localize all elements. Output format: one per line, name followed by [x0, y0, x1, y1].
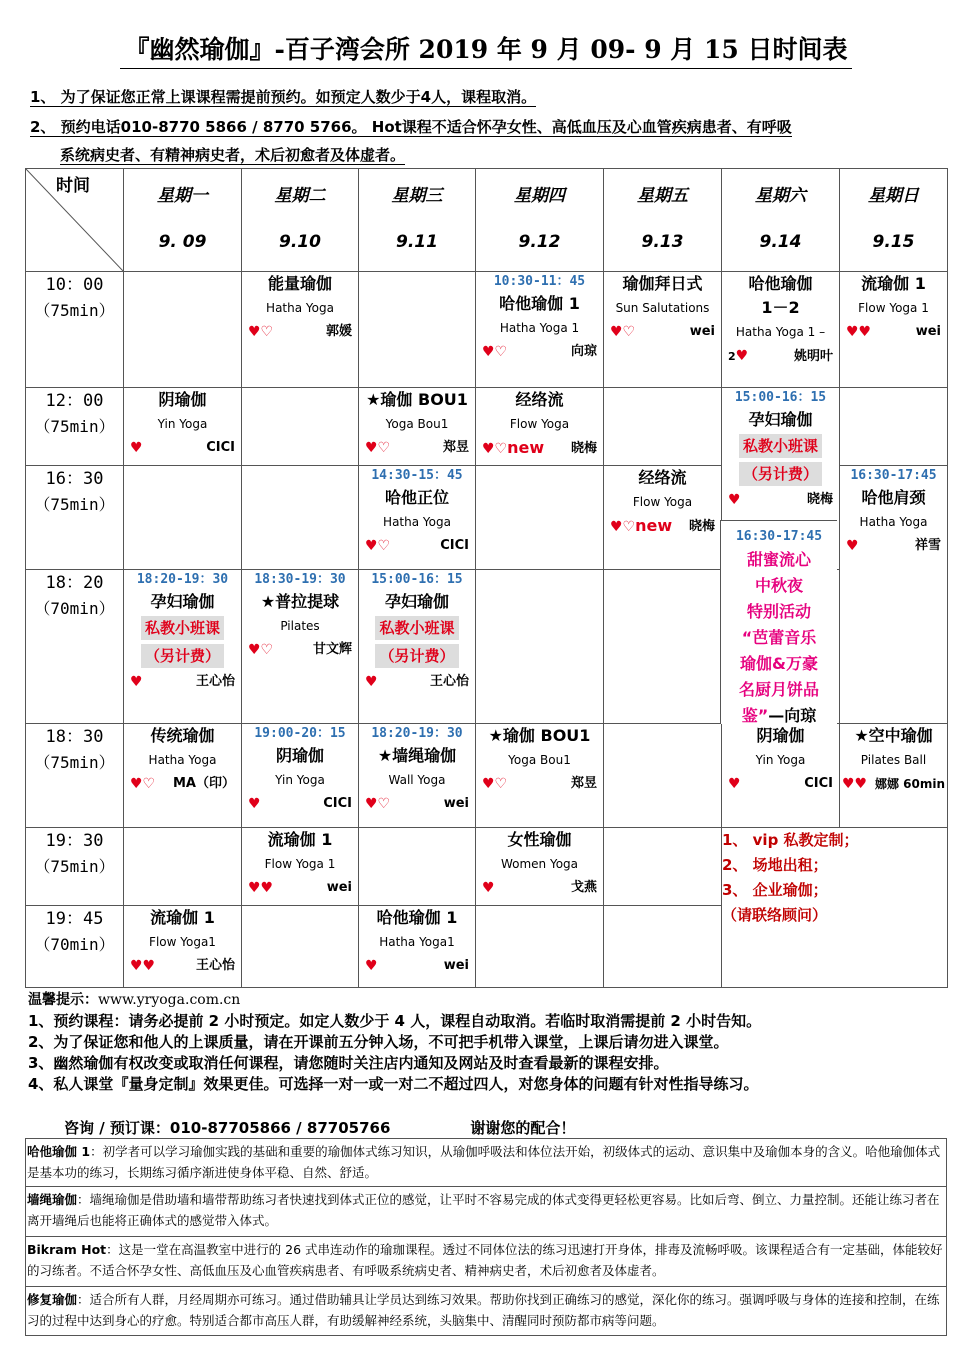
heart-icon: ♥ [248, 796, 261, 812]
empty-cell [476, 466, 604, 570]
empty-cell [359, 828, 476, 906]
new-badge: new [507, 438, 545, 457]
heart-icon: ♥♡ [248, 642, 274, 658]
heart-icon: ♥ [365, 674, 378, 690]
heart-icon: ♥ [130, 674, 143, 690]
class-cell[interactable]: 阴瑜伽 Yin Yoga ♥ CICI [722, 724, 840, 828]
empty-cell [604, 724, 722, 828]
class-cell[interactable]: 流瑜伽 1 Flow Yoga 1 ♥♥ wei [242, 828, 359, 906]
class-cell[interactable]: 18:20-19：30 ★墙绳瑜伽 Wall Yoga ♥♡ wei [359, 724, 476, 828]
heart-icon: ♥♥ [842, 776, 868, 792]
extra-fee-badge: （另计费） [739, 462, 822, 486]
class-cell[interactable]: 哈他瑜伽 1 Hatha Yoga1 ♥ wei [359, 906, 476, 988]
class-cell[interactable]: 阴瑜伽 Yin Yoga ♥ CICI [124, 388, 242, 466]
class-cell[interactable]: 流瑜伽 1 Flow Yoga1 ♥♥ 王心怡 [124, 906, 242, 988]
contact-line: 咨询 / 预订课：010-87705866 / 87705766 谢谢您的配合！ [64, 1119, 576, 1137]
private-class-badge: 私教小班课 [141, 616, 224, 640]
day-header-tue: 星期二 9.10 [242, 169, 359, 272]
class-cell[interactable]: ★空中瑜伽 Pilates Ball ♥♥ 娜娜 60min [840, 724, 948, 828]
empty-cell [476, 906, 604, 988]
empty-cell [604, 570, 722, 724]
extra-fee-badge: （另计费） [375, 644, 458, 668]
empty-cell [604, 828, 722, 906]
notice-1: 1、 为了保证您正常上课课程需提前预约。如预定人数少于4人，课程取消。 [30, 88, 537, 106]
class-cell[interactable]: ★瑜伽 BOU1 Yoga Bou1 ♥♡ 郑昱 [359, 388, 476, 466]
class-cell[interactable]: 14:30-15：45 哈他正位 Hatha Yoga ♥♡ CICI [359, 466, 476, 570]
class-cell[interactable]: 流瑜伽 1 Flow Yoga 1 ♥♥ wei [840, 272, 948, 388]
class-cell[interactable]: 18:30-19：30 ★普拉提球 Pilates ♥♡ 甘文辉 [242, 570, 359, 724]
class-cell[interactable]: 18:20-19：30 孕妇瑜伽 私教小班课 （另计费） ♥ 王心怡 [124, 570, 242, 724]
time-label-1930: 19：30 （75min） [26, 828, 124, 906]
heart-icon: ♥ [846, 538, 859, 554]
empty-cell [124, 828, 242, 906]
notice-2: 2、 预约电话010-8770 5866 / 8770 5766。 Hot课程不适合怀孕女性、高低血压及心血管疾病患者、有呼吸 [30, 118, 792, 136]
time-label-1820: 18：20 （70min） [26, 570, 124, 724]
empty-cell [242, 466, 359, 570]
class-cell[interactable]: 哈他瑜伽 1－2 Hatha Yoga 1 – 2♥ 姚明叶 [722, 272, 840, 388]
time-label-1830: 18：30 （75min） [26, 724, 124, 828]
day-header-sat: 星期六 9.14 [722, 169, 840, 272]
class-cell[interactable]: 15:00-16：15 孕妇瑜伽 私教小班课 （另计费） ♥ 王心怡 [359, 570, 476, 724]
services-list: 1、 vip 私教定制； 2、 场地出租； 3、 企业瑜伽； （请联络顾问） [722, 828, 948, 988]
heart-icon: ♥ [482, 880, 495, 896]
empty-cell [604, 906, 722, 988]
empty-cell [840, 388, 948, 466]
day-header-wed: 星期三 9.11 [359, 169, 476, 272]
website-link[interactable]: www.yryoga.com.cn [98, 992, 241, 1008]
heart-icon: ♥ [365, 958, 378, 974]
heart-icon: ♥ [728, 776, 741, 792]
time-label-1000: 10：00 （75min） [26, 272, 124, 388]
heart-icon: ♥♥ [248, 880, 274, 896]
extra-fee-badge: （另计费） [141, 644, 224, 668]
heart-icon: ♥♡ [610, 519, 636, 535]
tips-section: 温馨提示：www.yryoga.com.cn 1、预约课程：请务必提前 2 小时预定。如定人数少于 4 人，课程自动取消。若临时取消需提前 2 小时告知。 2、为了保证您和他人的上课质量，请在开课前五分钟入场，不可把手机带入课堂，上课后请勿进入课堂。 3、幽然瑜伽有权改变或取消任何课程，请您随时关注店内通知及网站及时查看最新的课程安排。 4、私人课堂『量身定制』效果更佳。可选择一对一或一对二不超过四人，对您身体的问题有针对性指导练习。 [28, 992, 762, 1093]
class-cell[interactable]: 经络流 Flow Yoga ♥♡new 晓梅 [604, 466, 722, 570]
heart-icon: ♥♡ [610, 324, 636, 340]
heart-icon: ♥♥ [130, 958, 156, 974]
heart-icon: ♥♡ [482, 776, 508, 792]
desc-bikram-hot: Bikram Hot：这是一堂在高温教室中进行的 26 式串连动作的瑜珈课程。透过不同体位法的练习迅速打开身体，排毒及流畅呼吸。该课程适合有一定基础，体能较好的习练者。不适合怀孕女性、高低血压及心血管疾病患者、有呼吸系统病史者、精神病史者，术后初愈者及体虚者。 [25, 1236, 947, 1281]
desc-restorative: 修复瑜伽：适合所有人群，月经周期亦可练习。通过借助辅具让学员达到练习效果。帮助你找到正确练习的感觉，深化你的练习。强调呼吸与身体的连接和控制，在练习的过程中达到身心的疗愈。特别适合都市高压人群，有助缓解神经系统，头脑集中、清醒同时预防都市病等问题。 [25, 1286, 947, 1331]
day-header-thu: 星期四 9.12 [476, 169, 604, 272]
time-header: 时间 [56, 176, 90, 196]
empty-cell [359, 272, 476, 388]
empty-cell [124, 466, 242, 570]
class-cell[interactable]: 10:30-11：45 哈他瑜伽 1 Hatha Yoga 1 ♥♡ 向琼 [476, 272, 604, 388]
corner-cell [26, 169, 124, 272]
day-header-fri: 星期五 9.13 [604, 169, 722, 272]
desc-hatha: 哈他瑜伽 1：初学者可以学习瑜伽实践的基础和重要的瑜伽体式练习知识，从瑜伽呼吸法和体位法开始，初级体式的运动、意识集中及瑜伽本身的含义。哈他瑜伽体式是基本功的练习，长期练习循序渐进使身体平稳、自然、舒适。 [25, 1138, 947, 1183]
class-cell[interactable]: 女性瑜伽 Women Yoga ♥ 戈燕 [476, 828, 604, 906]
empty-cell [242, 388, 359, 466]
class-cell[interactable]: 19:00-20：15 阴瑜伽 Yin Yoga ♥ CICI [242, 724, 359, 828]
new-badge: new [635, 516, 673, 535]
class-cell[interactable]: 传统瑜伽 Hatha Yoga ♥♡ MA（印） [124, 724, 242, 828]
heart-icon: ♥ [130, 440, 143, 456]
heart-icon: ♥♡ [482, 344, 508, 360]
desc-wall-yoga: 墙绳瑜伽：墙绳瑜伽是借助墙和墙带帮助练习者快速找到体式正位的感觉，让平时不容易完成的体式变得更轻松更容易。比如后弯、倒立、力量控制。还能让练习者在离开墙绳后也能将正确体式的感觉带入体式。 [25, 1186, 947, 1231]
time-label-1200: 12：00 （75min） [26, 388, 124, 466]
special-event-cell[interactable]: 16:30-17:45 甜蜜流心 中秋夜 特别活动 “芭蕾音乐 瑜伽&万豪 名厨月饼品 鉴”—向琼 [720, 520, 837, 724]
heart-icon: ♥ [728, 492, 741, 508]
class-cell[interactable]: 16:30-17:45 哈他肩颈 Hatha Yoga ♥ 祥雪 [840, 466, 948, 724]
heart-icon: ♥♡ [365, 538, 391, 554]
heart-icon: ♥♡ [248, 324, 274, 340]
day-header-mon: 星期一 9. 09 [124, 169, 242, 272]
heart-icon: ♥♡ [365, 440, 391, 456]
class-cell[interactable]: 能量瑜伽 Hatha Yoga ♥♡ 郭媛 [242, 272, 359, 388]
heart-icon: ♥♥ [846, 324, 872, 340]
page-title: 『幽然瑜伽』-百子湾会所 2019 年 9 月 09- 9 月 15 日时间表 [0, 30, 972, 69]
heart-icon: ♥♡ [130, 776, 156, 792]
class-cell[interactable]: 瑜伽拜日式 Sun Salutations ♥♡ wei [604, 272, 722, 388]
heart-icon: ♥♡ [365, 796, 391, 812]
class-cell[interactable]: 经络流 Flow Yoga ♥♡new 晓梅 [476, 388, 604, 466]
notice-3: 系统病史者、有精神病史者，术后初愈者及体虚者。 [60, 146, 406, 164]
empty-cell [476, 570, 604, 724]
time-label-1945: 19：45 （70min） [26, 906, 124, 988]
time-label-1630: 16：30 （75min） [26, 466, 124, 570]
empty-cell [124, 272, 242, 388]
class-cell[interactable]: ★瑜伽 BOU1 Yoga Bou1 ♥♡ 郑昱 [476, 724, 604, 828]
day-header-sun: 星期日 9.15 [840, 169, 948, 272]
class-cell[interactable]: 15:00-16：15 孕妇瑜伽 私教小班课 （另计费） ♥ 晓梅 [722, 388, 840, 570]
empty-cell [604, 388, 722, 466]
heart-icon: ♥ [735, 348, 749, 364]
heart-icon: ♥♡ [482, 441, 508, 457]
private-class-badge: 私教小班课 [375, 616, 458, 640]
empty-cell [242, 906, 359, 988]
private-class-badge: 私教小班课 [739, 434, 822, 458]
